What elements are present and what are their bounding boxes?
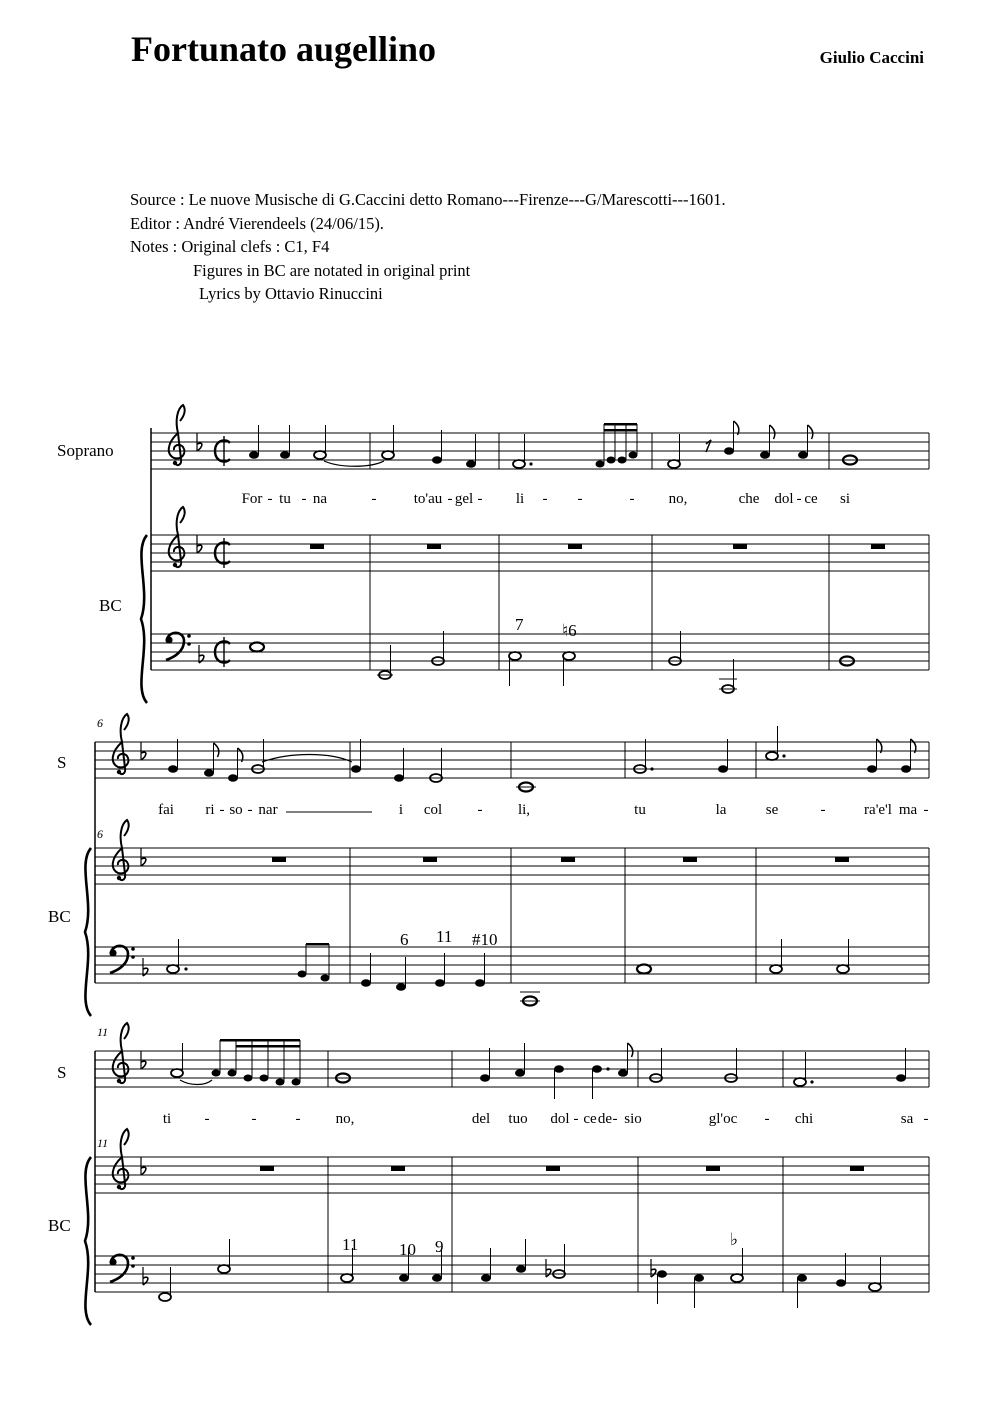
bass-clef [109, 1255, 134, 1282]
bass-clef [165, 633, 190, 660]
bc-treble-staff [151, 535, 929, 571]
svg-text:sa: sa [900, 1111, 914, 1127]
bc-brace [85, 1157, 91, 1325]
svg-text:se: se [765, 802, 779, 818]
lyricist-note: Lyrics by Ottavio Rinuccini [199, 284, 383, 303]
svg-text:li: li [515, 491, 525, 507]
figured-bass [515, 615, 577, 640]
bc-staff-label: BC [48, 907, 71, 926]
whole-rests [272, 857, 849, 862]
svg-text:ra'e'l: ra'e'l [864, 802, 892, 818]
treble-clef [113, 820, 129, 880]
bc-barlines [328, 1157, 929, 1292]
bc-barlines [350, 848, 929, 983]
svg-text:i: i [398, 802, 404, 818]
svg-text:col: col [423, 802, 443, 818]
svg-text:fai: fai [158, 802, 174, 818]
svg-text:tuo: tuo [508, 1111, 528, 1127]
svg-text:-: - [477, 802, 483, 818]
system-1 [57, 405, 929, 703]
key-flat [143, 958, 148, 976]
soprano-notes [168, 726, 916, 792]
svg-text:-: - [612, 1111, 618, 1127]
svg-text:10: 10 [399, 1240, 416, 1259]
svg-text:dol: dol [774, 491, 794, 507]
system-2 [48, 714, 929, 1016]
svg-text:dol: dol [550, 1111, 570, 1127]
treble-clef [169, 507, 185, 567]
bc-bass-staff [95, 947, 929, 983]
key-flat [143, 1267, 148, 1285]
clefs-note: Notes : Original clefs : C1, F4 [130, 237, 330, 256]
treble-clef [169, 405, 185, 465]
svg-text:tu: tu [634, 802, 646, 818]
svg-text:ri: ri [205, 802, 215, 818]
svg-text:-: - [371, 491, 377, 507]
bc-staff-label: BC [48, 1216, 71, 1235]
bass-notes [167, 939, 849, 1006]
svg-text:-: - [629, 491, 635, 507]
svg-text:6: 6 [400, 930, 409, 949]
svg-text:-: - [820, 802, 826, 818]
measure-number: 11 [97, 1025, 109, 1039]
lyrics-line [158, 802, 928, 818]
svg-text:nar: nar [258, 802, 278, 818]
bc-barlines [370, 535, 929, 670]
svg-text:♭: ♭ [730, 1230, 739, 1249]
soprano-staff-label: S [57, 753, 67, 772]
svg-text:no,: no, [668, 491, 688, 507]
svg-text:7: 7 [515, 615, 524, 634]
score-title: Fortunato augellino [131, 29, 437, 69]
svg-text:del: del [471, 1111, 491, 1127]
soprano-staff-label: Soprano [57, 441, 114, 460]
figured-bass [400, 927, 498, 949]
bc-brace [85, 848, 91, 1016]
svg-text:sio: sio [624, 1111, 642, 1127]
svg-text:-: - [923, 802, 929, 818]
measure-number: 6 [97, 716, 103, 730]
bass-notes [250, 631, 854, 693]
bc-bass-staff [95, 1256, 929, 1292]
svg-text:#10: #10 [472, 930, 498, 949]
svg-text:-: - [447, 491, 453, 507]
figures-note: Figures in BC are notated in original print [193, 260, 471, 280]
source-note: Source : Le nuove Musische di G.Caccini detto Romano---Firenze---G/Marescotti---1601. [130, 190, 726, 209]
svg-text:ce: ce [583, 1111, 597, 1127]
svg-text:-: - [219, 802, 225, 818]
key-flat [199, 645, 204, 663]
measure-number: 6 [97, 827, 103, 841]
svg-text:9: 9 [435, 1237, 444, 1256]
svg-text:11: 11 [342, 1235, 359, 1254]
svg-text:ti: ti [162, 1111, 172, 1127]
svg-text:si: si [839, 491, 851, 507]
svg-text:so: so [229, 802, 243, 818]
soprano-staff [95, 742, 929, 778]
svg-text:-: - [267, 491, 273, 507]
svg-text:♮6: ♮6 [562, 621, 577, 640]
bc-staff-label: BC [99, 596, 122, 615]
bc-brace [141, 535, 147, 703]
svg-text:li,: li, [517, 802, 531, 818]
whole-rests [310, 544, 885, 549]
svg-text:-: - [204, 1111, 210, 1127]
bc-bass-staff [151, 634, 929, 670]
svg-text:-: - [301, 491, 307, 507]
bc-treble-staff [95, 848, 929, 884]
system-3 [48, 1023, 929, 1325]
soprano-staff-label: S [57, 1063, 67, 1082]
editor-note: Editor : André Vierendeels (24/06/15). [130, 213, 384, 233]
lyrics-line [163, 1111, 929, 1127]
svg-text:-: - [477, 491, 483, 507]
svg-text:de: de [597, 1111, 613, 1127]
svg-text:-: - [251, 1111, 257, 1127]
svg-text:ma: ma [898, 802, 918, 818]
svg-text:to'au: to'au [413, 491, 443, 507]
svg-text:che: che [738, 491, 760, 507]
whole-rests [260, 1166, 864, 1171]
svg-text:ce: ce [804, 491, 818, 507]
treble-clef [113, 1129, 129, 1189]
svg-text:no,: no, [335, 1111, 355, 1127]
treble-clef [113, 714, 129, 774]
svg-text:11: 11 [436, 927, 453, 946]
svg-text:gl'oc: gl'oc [708, 1111, 738, 1127]
svg-text:-: - [295, 1111, 301, 1127]
figured-bass [342, 1230, 738, 1259]
svg-text:chi: chi [794, 1111, 814, 1127]
lyrics-line [242, 491, 850, 507]
svg-text:tu: tu [279, 491, 291, 507]
svg-text:-: - [923, 1111, 929, 1127]
bass-clef [109, 946, 134, 973]
bc-treble-staff [95, 1157, 929, 1193]
svg-text:-: - [542, 491, 548, 507]
soprano-notes [249, 421, 857, 468]
svg-text:-: - [573, 1111, 579, 1127]
svg-text:gel: gel [454, 491, 474, 507]
svg-text:For: For [241, 491, 263, 507]
svg-text:-: - [577, 491, 583, 507]
svg-text:na: na [312, 491, 328, 507]
svg-text:-: - [796, 491, 802, 507]
svg-text:-: - [247, 802, 253, 818]
svg-text:la: la [715, 802, 727, 818]
svg-text:-: - [764, 1111, 770, 1127]
measure-number: 11 [97, 1136, 109, 1150]
composer-name: Giulio Caccini [819, 48, 924, 67]
treble-clef [113, 1023, 129, 1083]
